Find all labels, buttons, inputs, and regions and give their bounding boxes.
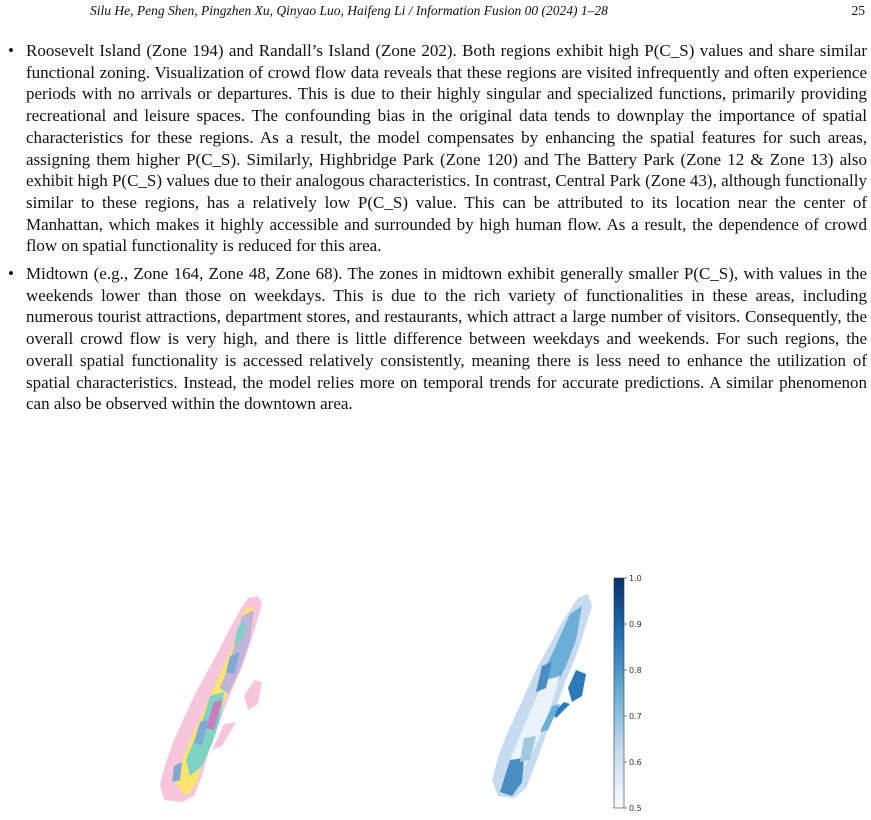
- bullet-text: Roosevelt Island (Zone 194) and Randall’s Island (Zone 202). Both regions exhibit high P(C_S) values and share similar functional zoning. Visualization of crowd flow data reveals that these regions are visited infrequently and often experience periods with no arrivals or departures. This is due to their highly singular and specialized functions, primarily providing recreational and leisure spaces. The confounding bias in the original data tends to downplay the importance of spatial characteristics for these regions. As a result, the model compensates by enhancing the spatial features for such areas, assigning them higher P(C_S). Similarly, Highbridge Park (Zone 120) and The Battery Park (Zone 12 & Zone 13) also exhibit high P(C_S) values due to their analogous characteristics. In contrast, Central Park (Zone 43), although functionally similar to these regions, has a relatively low P(C_S) value. This can be attributed to its location near the center of Manhattan, which makes it highly accessible and surrounded by high human flow. As a result, the dependence of crowd flow on spatial functionality is reduced for this area.: [26, 41, 867, 256]
- colorbar-tick-label: 0.6: [629, 758, 642, 767]
- page-number: 25: [851, 3, 865, 18]
- bullet-roosevelt-randalls: [4, 40, 867, 257]
- header-authors: Silu He, Peng Shen, Pingzhen Xu, Qinyao Luo, Haifeng Li / Information Fusion 00 (2024) 1–28: [90, 3, 608, 18]
- bullet-dot: •: [8, 41, 14, 60]
- bullet-dot: •: [8, 264, 14, 284]
- colorbar-tick-label: 0.8: [629, 666, 642, 675]
- colorbar-tick-label: 0.7: [629, 712, 642, 721]
- running-header: [0, 3, 871, 23]
- colorbar-tick-label: 0.9: [629, 620, 642, 629]
- colorbar-tick-label: 0.5: [629, 804, 642, 813]
- pcs-heatmap-map: [492, 594, 592, 798]
- functional-zone-map: [160, 596, 262, 802]
- colorbar: [614, 574, 642, 813]
- colorbar-tick-label: 1.0: [629, 574, 642, 583]
- colorbar-ticks: [624, 574, 642, 813]
- figure-svg: [150, 570, 710, 815]
- figure-manhattan-maps: [150, 570, 710, 815]
- bullet-midtown: [4, 263, 867, 415]
- bullet-list: [4, 40, 867, 421]
- bullet-text: Midtown (e.g., Zone 164, Zone 48, Zone 68). The zones in midtown exhibit generally smaller P(C_S), with values in the weekends lower than those on weekdays. This is due to the rich variety of functionalities in these areas, including numerous tourist attractions, department stores, and restaurants, which attract a large number of visitors. Consequently, the overall crowd flow is very high, and there is little difference between weekdays and weekends. For such regions, the overall spatial functionality is accessed relatively consistently, meaning there is less need to enhance the utilization of spatial characteristics. Instead, the model relies more on temporal trends for accurate predictions. A similar phenomenon can also be observed within the downtown area.: [26, 264, 867, 414]
- colorbar-gradient: [614, 578, 624, 808]
